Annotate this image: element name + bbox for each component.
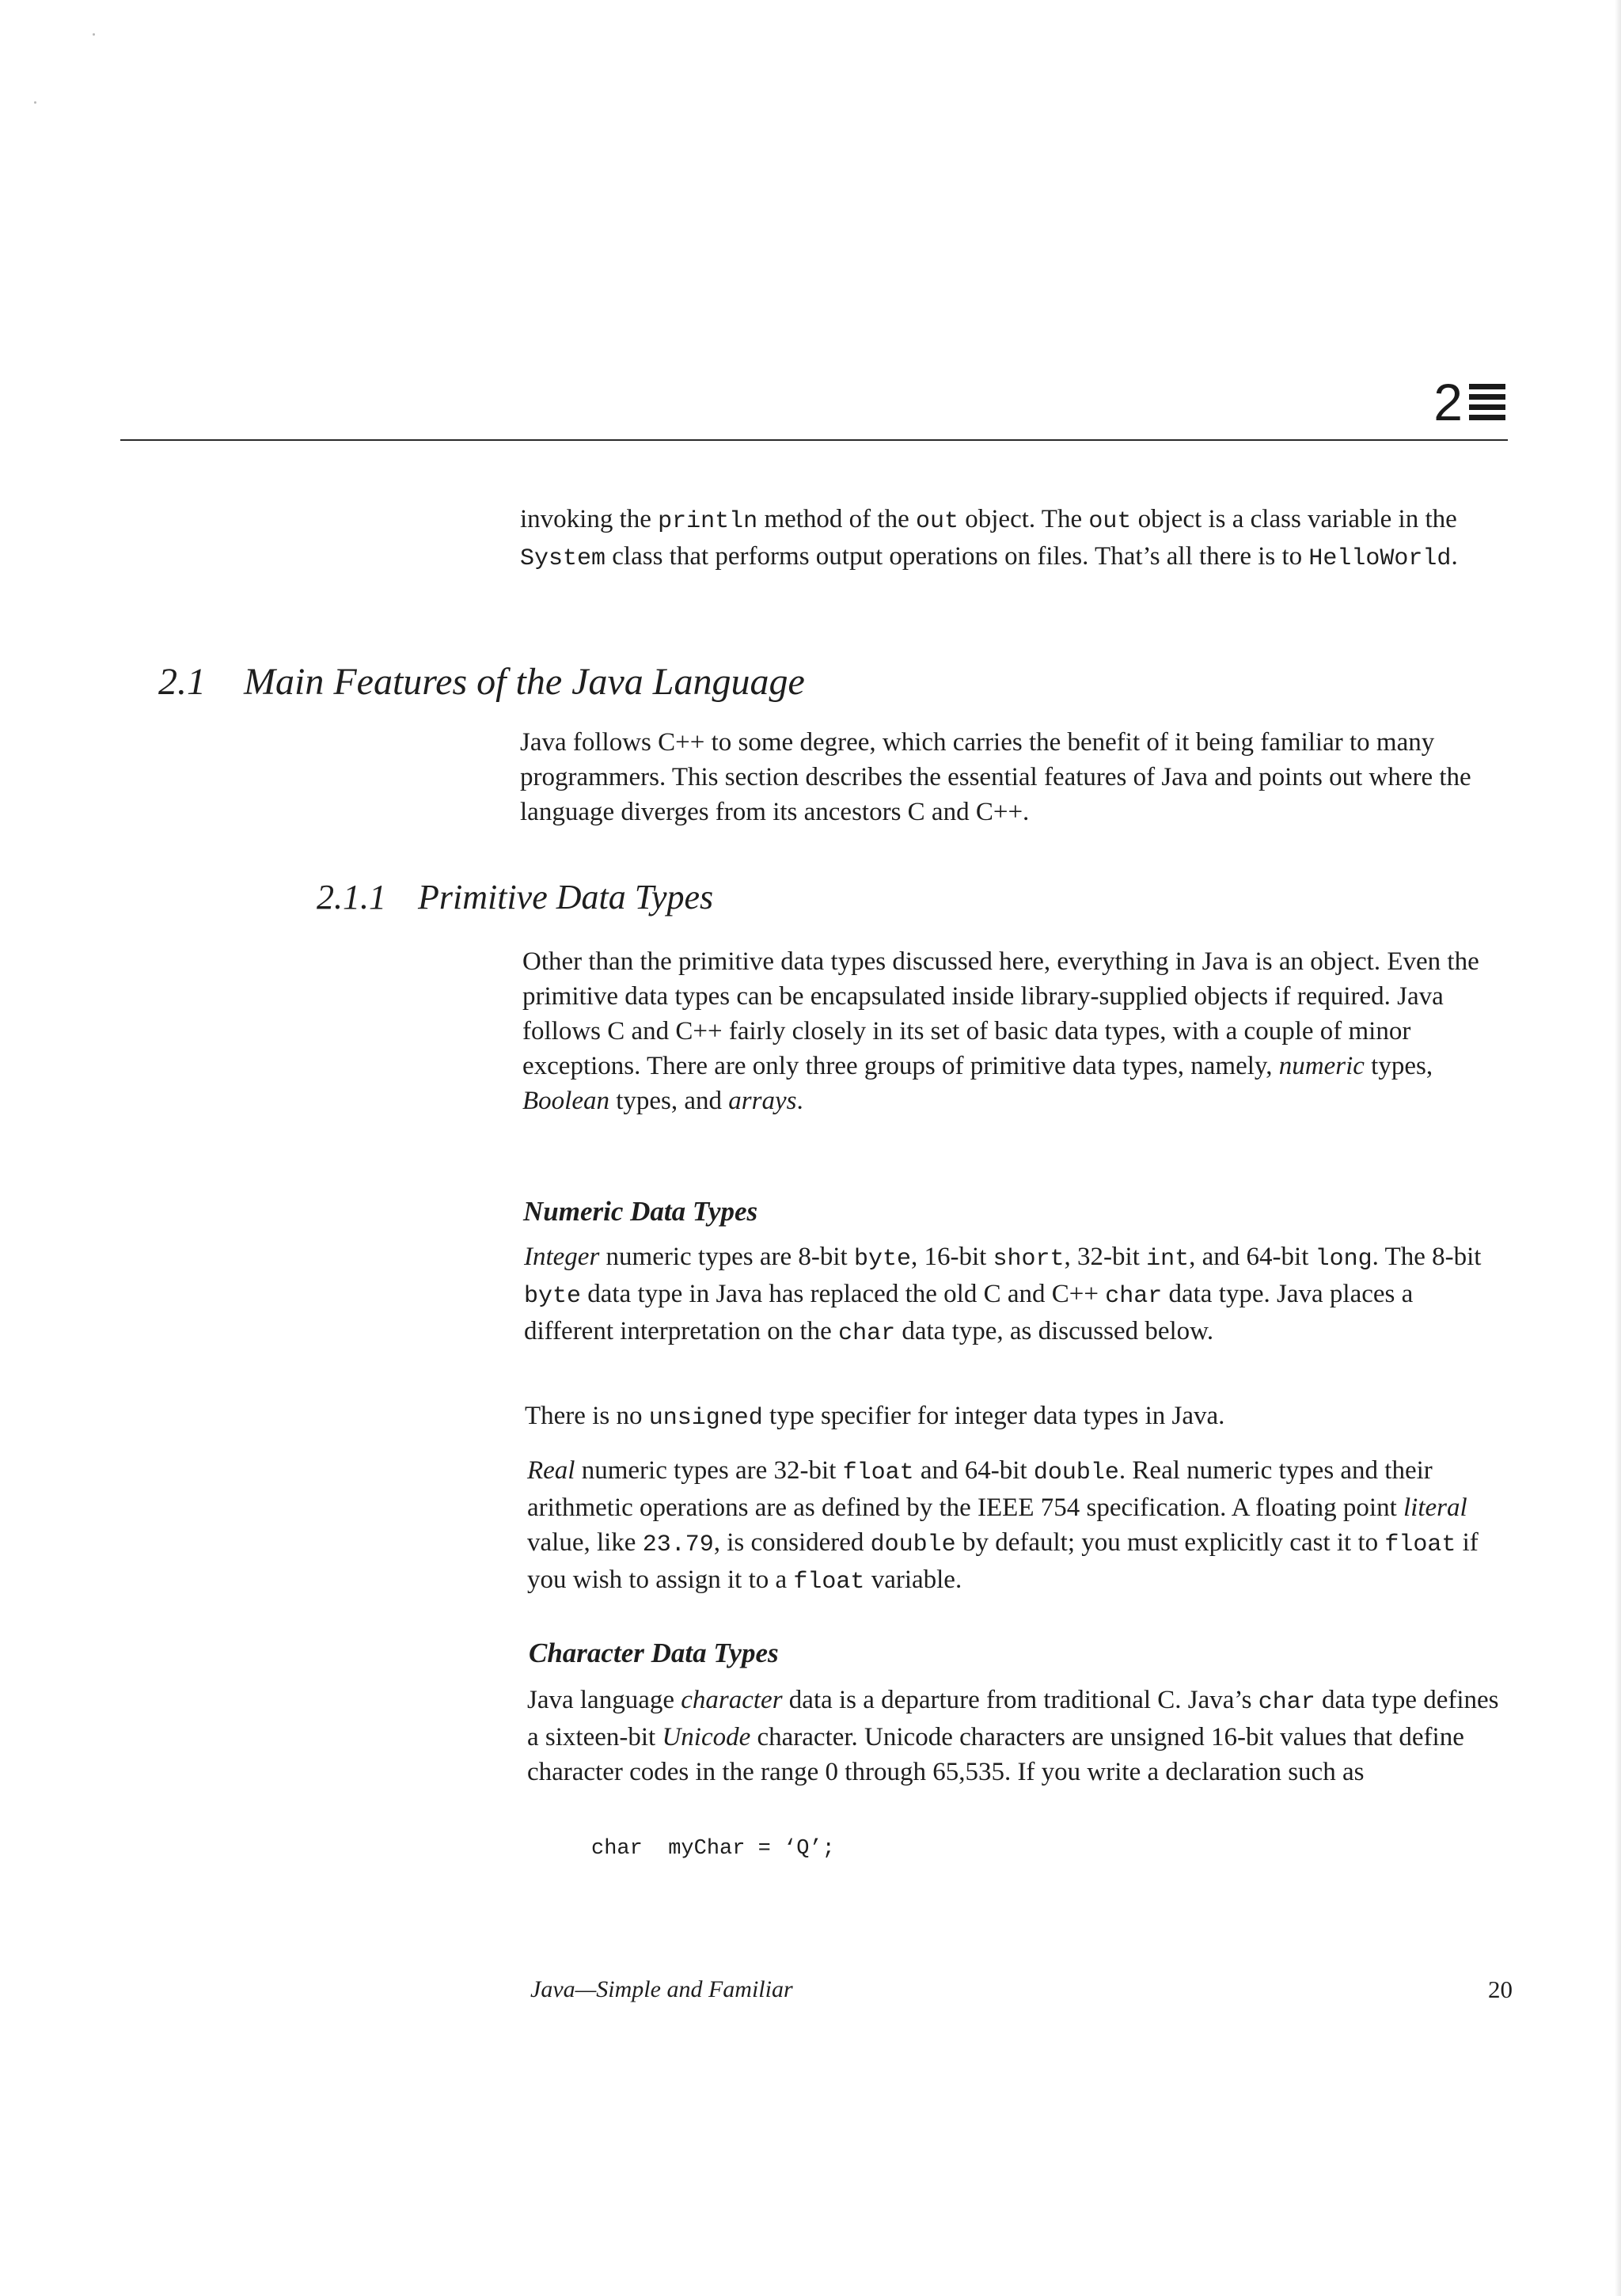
scan-speck: [93, 33, 95, 36]
subsection-number: 2.1.1: [317, 878, 386, 917]
section-title: Main Features of the Java Language: [244, 661, 805, 703]
section-heading-2-1-1: [317, 875, 713, 920]
section-number: 2.1: [158, 661, 206, 703]
numeric-data-types-heading: Numeric Data Types: [523, 1196, 758, 1227]
chapter-number: 2: [1433, 373, 1463, 431]
subsection-title: Primitive Data Types: [418, 878, 714, 917]
numeric-paragraph-2: There is no unsigned type specifier for integer data types in Java.: [525, 1402, 1225, 1432]
chapter-marker: [1418, 370, 1505, 434]
page-edge-shadow: [1615, 0, 1621, 2296]
primitive-types-paragraph: Other than the primitive data types discussed here, everything in Java is an object. Even the primitive data types can be encapsulated inside library-supplied objects if required. Java follows C and C++ fairly closely in its set of basic data types, with a couple of minor exceptions. There are only three groups of primitive data types, namely, numeric types, Boolean types, and arrays.: [522, 947, 1479, 1115]
code-example: char myChar = ‘Q’;: [591, 1837, 835, 1861]
page-number: 20: [1488, 1975, 1513, 2003]
numeric-paragraph-1: Integer numeric types are 8-bit byte, 16-bit short, 32-bit int, and 64-bit long. The 8-bit byte data type in Java has replaced the old C and C++ char data type. Java places a different interpretation on the char data type, as discussed below.: [524, 1243, 1482, 1347]
header-rule: [120, 439, 1508, 441]
character-data-types-heading: Character Data Types: [529, 1638, 779, 1668]
running-footer-title: Java—Simple and Familiar: [530, 1976, 793, 2002]
intro-paragraph: invoking the println method of the out object. The out object is a class variable in the System class that performs output operations on files. That’s all there is to HelloWorld.: [520, 505, 1458, 572]
numeric-paragraph-3: Real numeric types are 32-bit float and 64-bit double. Real numeric types and their arithmetic operations are as defined by the IEEE 754 specification. A floating point literal value, like 23.79, is considered double by default; you must explicitly cast it to float if you wish to assign it to a float variable.: [527, 1456, 1479, 1596]
section-heading-2-1: [158, 658, 805, 706]
chapter-bars-icon: [1469, 384, 1505, 420]
scan-speck: [34, 101, 36, 104]
character-paragraph: Java language character data is a departure from traditional C. Java’s char data type defines a sixteen-bit Unicode character. Unicode characters are unsigned 16-bit values that define character codes in the range 0 through 65,535. If you write a declaration such as: [527, 1686, 1499, 1786]
section-2-1-paragraph: Java follows C++ to some degree, which carries the benefit of it being familiar to many programmers. This section describes the essential features of Java and points out where the language diverges from its ancestors C and C++.: [520, 728, 1471, 826]
